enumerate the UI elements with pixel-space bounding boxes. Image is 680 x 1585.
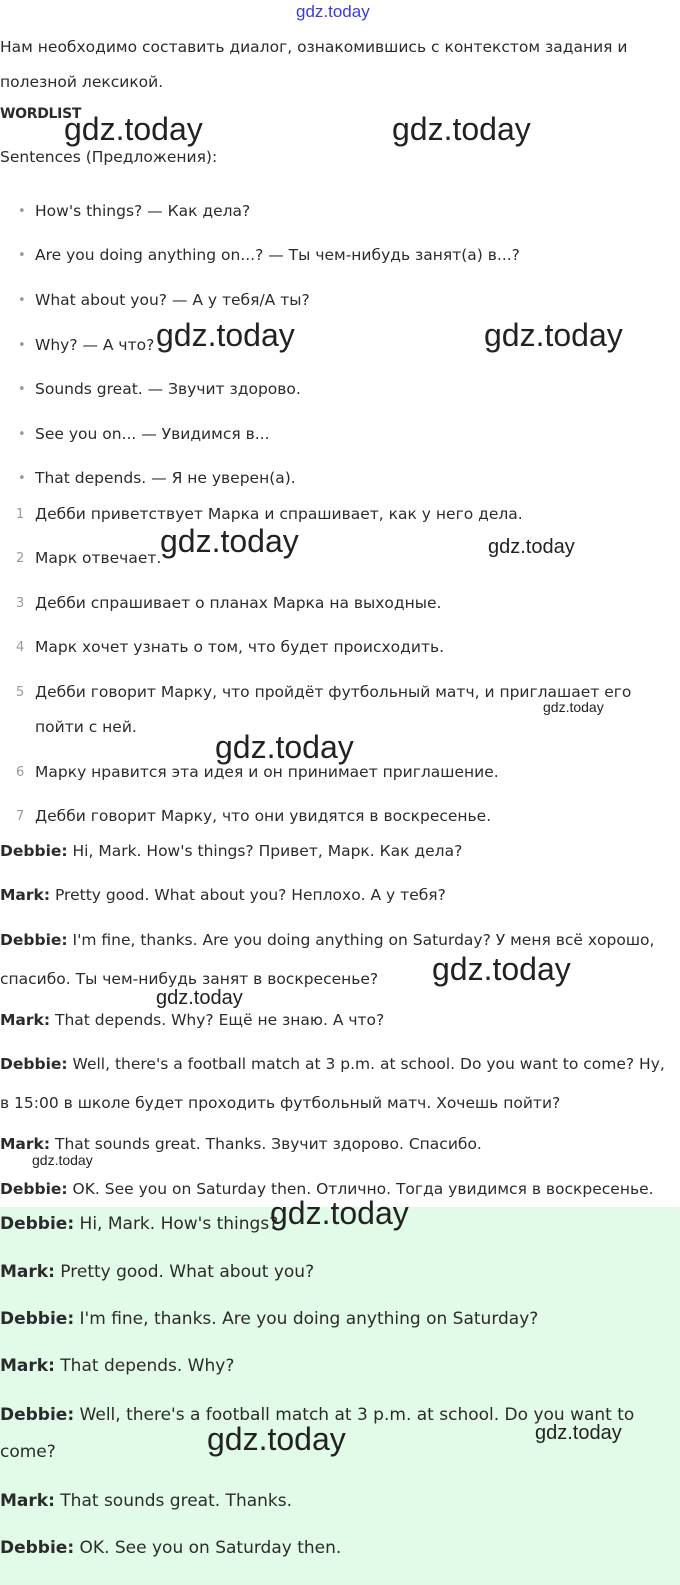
speaker-name: Debbie: bbox=[0, 842, 68, 860]
speaker-name: Debbie: bbox=[0, 931, 68, 949]
watermark: gdz.today bbox=[156, 987, 243, 1009]
speaker-name: Mark: bbox=[0, 1491, 55, 1511]
dialog-text: That sounds great. Thanks. Звучит здорово. Спасибо. bbox=[50, 1135, 482, 1153]
dialog-line bbox=[0, 1254, 672, 1291]
dialog-line bbox=[0, 1483, 672, 1520]
speaker-name: Debbie: bbox=[0, 1405, 75, 1425]
dialog-text: Pretty good. What about you? Неплохо. А у тебя? bbox=[50, 886, 446, 904]
watermark: gdz.today bbox=[32, 1152, 93, 1168]
list-number: 4 bbox=[16, 640, 25, 655]
bullet: • bbox=[18, 248, 26, 263]
list-item: Дебби говорит Марку, что пройдёт футбольный матч, и приглашает его пойти с ней. bbox=[35, 683, 632, 736]
watermark: gdz.today bbox=[488, 536, 575, 558]
dialog-text: Pretty good. What about you? bbox=[54, 1262, 315, 1282]
watermark: gdz.today bbox=[484, 317, 623, 353]
list-item: Are you doing anything on...? — Ты чем-нибудь занят(а) в...? bbox=[35, 246, 520, 264]
speaker-name: Mark: bbox=[0, 886, 51, 904]
list-number: 2 bbox=[16, 551, 25, 566]
speaker-name: Debbie: bbox=[0, 1538, 75, 1558]
dialog-text: Hi, Mark. How's things? Привет, Марк. Как дела? bbox=[67, 842, 463, 860]
watermark: gdz.today bbox=[392, 111, 531, 147]
list-item: Sounds great. — Звучит здорово. bbox=[35, 380, 301, 398]
dialog-text: Hi, Mark. How's things? bbox=[74, 1214, 279, 1234]
list-item: See you on... — Увидимся в... bbox=[35, 425, 270, 443]
wordlist-heading: WORDLIST bbox=[0, 106, 82, 122]
bullet: • bbox=[18, 293, 26, 308]
speaker-name: Debbie: bbox=[0, 1309, 75, 1329]
watermark: gdz.today bbox=[270, 1195, 409, 1231]
speaker-name: Mark: bbox=[0, 1356, 55, 1376]
list-number: 1 bbox=[16, 507, 25, 522]
dialog-line bbox=[0, 832, 672, 871]
dialog-text: Well, there's a football match at 3 p.m. at school. Do you want to come? bbox=[0, 1405, 635, 1462]
bullet: • bbox=[18, 427, 26, 442]
watermark: gdz.today bbox=[207, 1421, 346, 1457]
watermark: gdz.today bbox=[432, 951, 571, 987]
speaker-name: Debbie: bbox=[0, 1214, 75, 1234]
dialog-line bbox=[0, 1125, 672, 1164]
dialog-text: OK. See you on Saturday then. bbox=[74, 1538, 342, 1558]
sentences-heading: Sentences (Предложения): bbox=[0, 148, 218, 166]
intro-paragraph: Нам необходимо составить диалог, ознакомившись с контекстом задания и полезной лексикой. bbox=[0, 38, 628, 91]
dialog-text: I'm fine, thanks. Are you doing anything on Saturday? У меня всё хорошо, спасибо. Ты чем-нибудь занят в воскресенье? bbox=[0, 931, 655, 988]
list-item: That depends. — Я не уверен(а). bbox=[35, 469, 296, 487]
list-item: What about you? — А у тебя/А ты? bbox=[35, 291, 310, 309]
dialog-line bbox=[0, 921, 672, 999]
watermark: gdz.today bbox=[156, 317, 295, 353]
list-number: 7 bbox=[16, 809, 25, 824]
watermark: gdz.today bbox=[215, 729, 354, 765]
dialog-text: That depends. Why? Ещё не знаю. А что? bbox=[50, 1011, 385, 1029]
list-item: Why? — А что? bbox=[35, 336, 155, 354]
speaker-name: Debbie: bbox=[0, 1180, 68, 1198]
list-number: 6 bbox=[16, 765, 25, 780]
watermark: gdz.today bbox=[296, 2, 370, 21]
list-item: Дебби приветствует Марка и спрашивает, как у него дела. bbox=[35, 505, 523, 523]
bullet: • bbox=[18, 471, 26, 486]
bullet: • bbox=[18, 382, 26, 397]
bullet: • bbox=[18, 338, 26, 353]
dialog-line bbox=[0, 1301, 672, 1338]
list-item: Марку нравится эта идея и он принимает приглашение. bbox=[35, 763, 499, 781]
list-number: 3 bbox=[16, 596, 25, 611]
watermark: gdz.today bbox=[160, 523, 299, 559]
dialog-text: That depends. Why? bbox=[54, 1356, 235, 1376]
watermark: gdz.today bbox=[535, 1422, 622, 1444]
list-item: Марк хочет узнать о том, что будет происходить. bbox=[35, 638, 445, 656]
list-item: How's things? — Как дела? bbox=[35, 202, 251, 220]
dialog-line bbox=[0, 1001, 672, 1040]
dialog-line bbox=[0, 1348, 672, 1385]
speaker-name: Mark: bbox=[0, 1262, 55, 1282]
dialog-text: OK. See you on Saturday then. Отлично. Тогда увидимся в воскресенье. bbox=[67, 1180, 654, 1198]
dialog-text: I'm fine, thanks. Are you doing anything on Saturday? bbox=[74, 1309, 539, 1329]
list-item: Дебби говорит Марку, что они увидятся в воскресенье. bbox=[35, 807, 492, 825]
watermark: gdz.today bbox=[64, 111, 203, 147]
list-number: 5 bbox=[16, 685, 25, 700]
dialog-text: That sounds great. Thanks. bbox=[54, 1491, 293, 1511]
list-item: Марк отвечает. bbox=[35, 549, 162, 567]
speaker-name: Mark: bbox=[0, 1011, 51, 1029]
dialog-line bbox=[0, 1530, 672, 1567]
speaker-name: Debbie: bbox=[0, 1055, 68, 1073]
speaker-name: Mark: bbox=[0, 1135, 51, 1153]
dialog-line bbox=[0, 1045, 672, 1123]
bullet: • bbox=[18, 204, 26, 219]
list-item: Дебби спрашивает о планах Марка на выходные. bbox=[35, 594, 442, 612]
dialog-line bbox=[0, 876, 672, 915]
watermark: gdz.today bbox=[543, 699, 604, 715]
dialog-text: Well, there's a football match at 3 p.m. at school. Do you want to come? Ну, в 15:00 в школе будет проходить футбольный матч. Хочешь пойти? bbox=[0, 1055, 665, 1112]
